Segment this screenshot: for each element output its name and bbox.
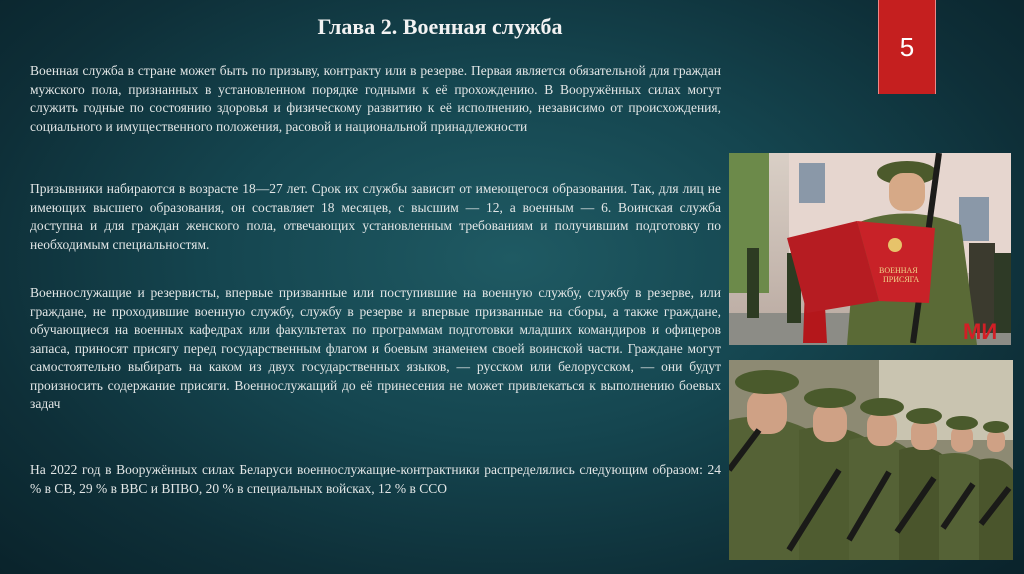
oath-book bbox=[787, 221, 935, 313]
slide-title: Глава 2. Военная служба bbox=[317, 14, 563, 39]
paragraph-oath: Военнослужащие и резервисты, впервые призванные или поступившие на военную службу, службу в резерве, или граждане, не проходившие военную службу, службу в резерве и впервые призванные на сборы, а также граждане, обучающиеся на военных кафедрах или факультетах по программам подготовки младших командиров и офицеров запаса, приносят присягу перед государственным флагом и боевым знаменем своей воинской части. Граждане могут самостоятельно выбирать на каком из двух государственных языков, — русском или белорусском, — они будут произносить содержание присяги. Военнослужащий до её принесения не может привлекаться к выполнению боевых задач bbox=[30, 285, 721, 411]
paragraph-contract-stats: На 2022 год в Вооружённых силах Беларуси военнослужащие-контрактники распределялись следующим образом: 24 % в СВ, 29 % в ВВС и ВПВО, 20 % в специальных войсках, 12 % в ССО bbox=[30, 462, 721, 496]
oath-book-title: ВОЕННАЯ ПРИСЯГА bbox=[879, 266, 920, 284]
oath-photo bbox=[729, 153, 1011, 345]
paragraph-service-term: Призывники набираются в возрасте 18—27 лет. Срок их службы зависит от имеющегося образования. Так, для лиц не имеющих высшего образования, он составляет 18 месяцев, с высшим — 12, а военным — 6. Воинская служба доступна и для граждан женского пола, отвечающих установленным требованиям и получившим подготовку по необходимым специальностям. bbox=[30, 181, 721, 252]
soldiers-photo bbox=[729, 360, 1013, 560]
photo-watermark: МИ bbox=[963, 319, 998, 344]
paragraph-conscription: Военная служба в стране может быть по призыву, контракту или в резерве. Первая является обязательной для граждан мужского пола, признанных в установленном порядке годными к её прохождению. В Вооружённых силах могут служить годные по состоянию здоровья и физическому развитию к её исполнению, независимо от происхождения, социального и имущественного положения, расовой и национальной принадлежности bbox=[30, 63, 721, 134]
page-number-badge: 5 bbox=[878, 0, 936, 94]
